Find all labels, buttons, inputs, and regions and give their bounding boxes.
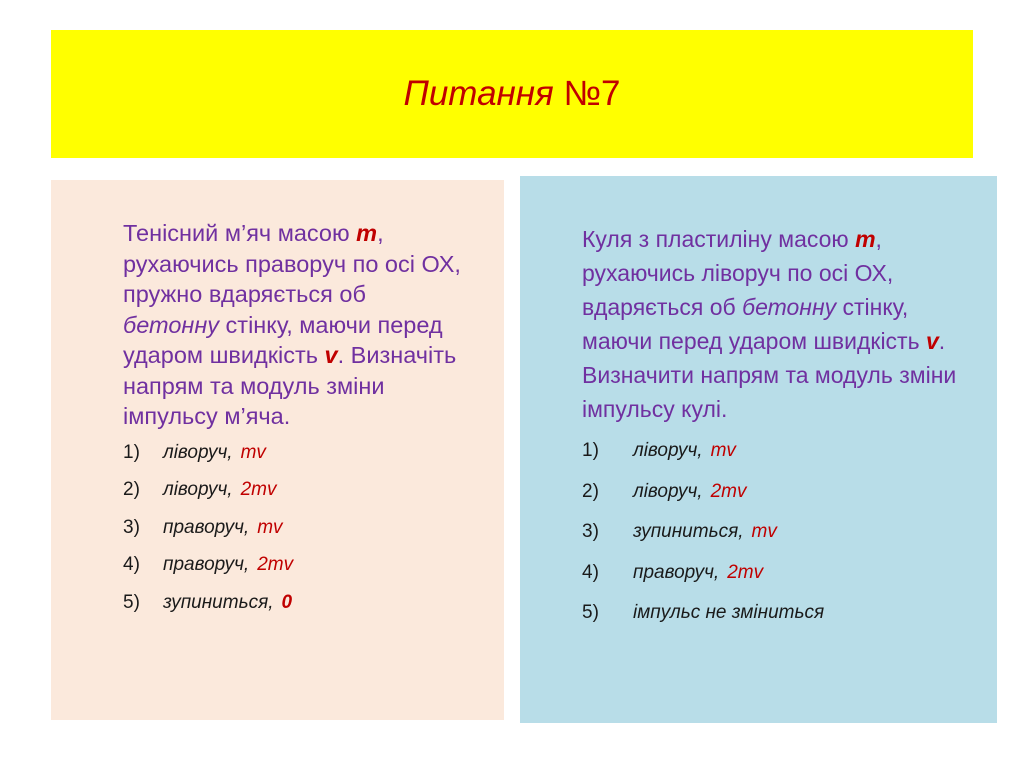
right-answer-list (582, 440, 979, 643)
answer-direction: праворуч, (163, 554, 250, 575)
left-question-part: . Визначіть напрям та модуль зміни імпульсу м’яча. (123, 342, 457, 429)
answer-number: 3) (582, 521, 599, 542)
answer-number: 4) (582, 561, 599, 583)
answer-number: 5) (123, 591, 140, 613)
velocity-variable: v (324, 342, 338, 368)
right-question-part: стінку, маючи перед ударом швидкість (582, 294, 926, 354)
answer-number: 5) (582, 602, 599, 623)
answer-option[interactable] (123, 517, 464, 555)
answer-value: 0 (281, 591, 293, 613)
right-question-part: . Визначити напрям та модуль зміни імпульсу кулі. (582, 328, 957, 422)
answer-option[interactable] (582, 562, 979, 603)
answer-value: 2mv (710, 480, 747, 502)
answer-direction: зупиниться, (633, 521, 744, 542)
answer-option[interactable] (582, 521, 979, 562)
answer-option[interactable] (123, 442, 464, 480)
answer-option[interactable] (582, 602, 979, 643)
emphasis-word: бетонну (123, 311, 220, 338)
title-number: №7 (563, 74, 621, 113)
emphasis-word: бетонну (742, 294, 837, 320)
answer-option[interactable] (582, 481, 979, 522)
answer-direction: ліворуч, (163, 441, 233, 463)
title-bar (51, 30, 973, 158)
answer-direction: імпульс не зміниться (633, 602, 825, 623)
right-question-text (582, 222, 979, 426)
left-question-part: стінку, маючи перед ударом швидкість (123, 311, 443, 368)
left-question-text (123, 218, 464, 432)
answer-value: mv (710, 440, 736, 461)
velocity-variable: v (925, 328, 939, 354)
answer-option[interactable] (123, 479, 464, 517)
right-question-part: Куля з пластиліну масою (582, 226, 856, 252)
slide-title (403, 74, 620, 114)
answer-direction: зупиниться, (163, 591, 274, 613)
right-question-part: , рухаючись ліворуч по осі ОХ, вдаряється об (582, 226, 894, 320)
answer-number: 2) (123, 479, 140, 500)
answer-number: 2) (582, 480, 599, 502)
mass-variable: m (855, 226, 876, 252)
answer-number: 1) (582, 440, 599, 461)
answer-value: mv (240, 441, 266, 463)
right-question-panel (520, 176, 997, 723)
left-question-part: , рухаючись праворуч по осі ОХ, пружно вдаряється об (123, 220, 461, 307)
answer-number: 1) (123, 441, 140, 463)
answer-value: mv (751, 521, 777, 542)
answer-number: 4) (123, 554, 140, 575)
answer-option[interactable] (582, 440, 979, 481)
answer-direction: праворуч, (633, 561, 720, 583)
answer-value: mv (257, 516, 283, 538)
answer-value: 2mv (257, 554, 294, 575)
answer-direction: ліворуч, (633, 480, 703, 502)
title-word: Питання (403, 74, 554, 113)
left-question-panel (51, 180, 504, 720)
answer-value: 2mv (727, 561, 764, 583)
answer-option[interactable] (123, 592, 464, 630)
mass-variable: m (356, 220, 378, 246)
answer-value: 2mv (240, 479, 277, 500)
left-answer-list (123, 442, 464, 630)
answer-number: 3) (123, 516, 140, 538)
answer-direction: праворуч, (163, 516, 250, 538)
answer-direction: ліворуч, (633, 440, 703, 461)
answer-option[interactable] (123, 554, 464, 592)
left-question-part: Тенісний м’яч масою (123, 220, 357, 246)
answer-direction: ліворуч, (163, 479, 233, 500)
